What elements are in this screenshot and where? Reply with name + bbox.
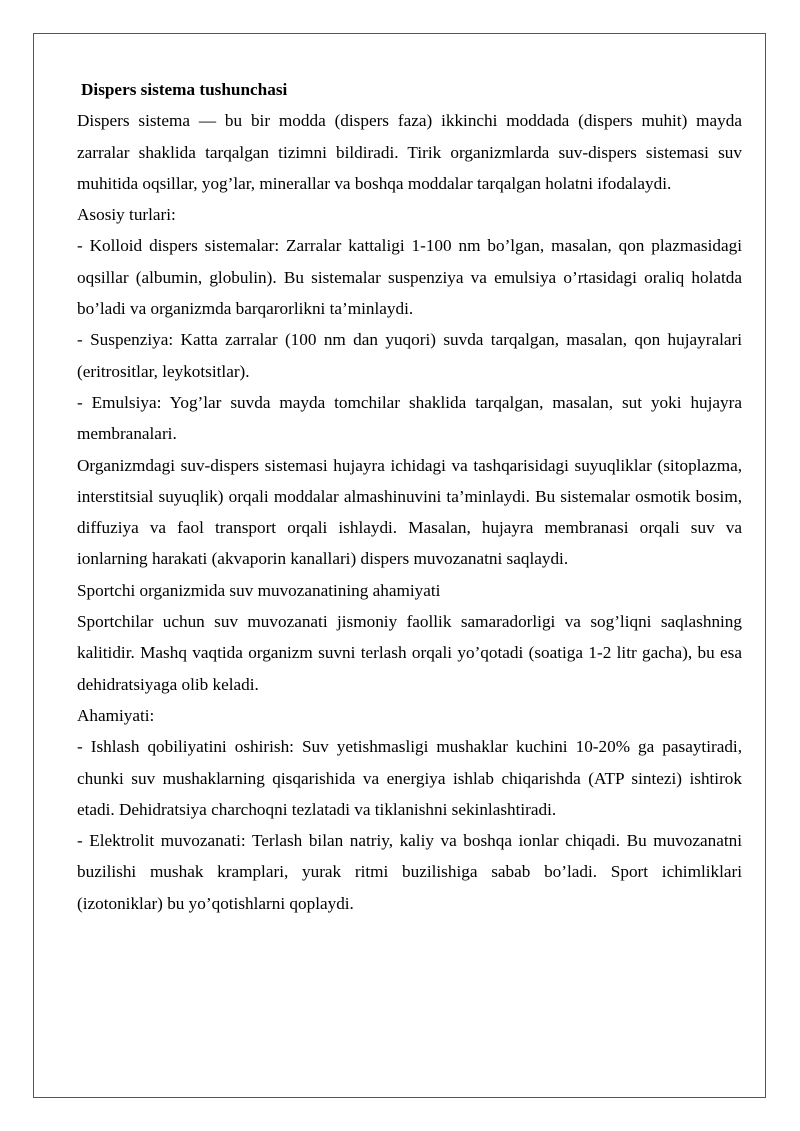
subsection-heading: Sportchi organizmida suv muvozanatining ahamiyati <box>77 580 441 600</box>
paragraph-importance-label: Ahamiyati: <box>77 705 155 725</box>
section-heading: Dispers sistema tushunchasi <box>81 80 288 99</box>
list-item-colloid: - Kolloid dispers sistemalar: Zarralar kattaligi 1-100 nm bo’lgan, masalan, qon plazmasidagi oqsillar (albumin, globulin). Bu sistemalar suspenziya va emulsiya o’rtasidagi oraliq holatda bo’ladi va organizmda barqarorlikni ta’minlaydi. <box>77 236 742 319</box>
paragraph-athletes: Sportchilar uchun suv muvozanati jismoniy faollik samaradorligi va sog’liqni saqlashning kalitidir. Mashq vaqtida organizm suvni terlash orqali yo’qotadi (soatiga 1-2 litr gacha), bu esa dehidratsiyaga olib keladi. <box>77 612 742 694</box>
document-body <box>77 74 742 919</box>
paragraph-definition: Dispers sistema — bu bir modda (dispers faza) ikkinchi moddada (dispers muhit) mayda zarralar shaklida tarqalgan tizimni bildiradi. Tirik organizmlarda suv-dispers sistemasi suv muhitida oqsillar, yog’lar, minerallar va boshqa moddalar tarqalgan holatni ifodalaydi. <box>77 111 742 193</box>
list-item-electrolyte: - Elektrolit muvozanati: Terlash bilan natriy, kaliy va boshqa ionlar chiqadi. Bu muvozanatni buzilishi mushak kramplari, yurak ritmi buzilishiga sabab bo’ladi. Sport ichimliklari (izotoniklar) bu yo’qotishlarni qoplaydi. <box>77 831 742 913</box>
list-item-suspension: - Suspenziya: Katta zarralar (100 nm dan yuqori) suvda tarqalgan, masalan, qon hujayralari (eritrositlar, leykotsitlar). <box>77 330 742 381</box>
paragraph-types-label: Asosiy turlari: <box>77 205 176 225</box>
list-item-performance: - Ishlash qobiliyatini oshirish: Suv yetishmasligi mushaklar kuchini 10-20% ga pasaytiradi, chunki suv mushaklarning qisqarishida va energiya ishlab chiqarishda (ATP sintezi) ishtirok etadi. Dehidratsiya charchoqni tezlatadi va tiklanishni sekinlashtiradi. <box>77 737 742 819</box>
paragraph-organism-system: Organizmdagi suv-dispers sistemasi hujayra ichidagi va tashqarisidagi suyuqliklar (sitoplazma, interstitsial suyuqlik) orqali moddalar almashinuvini ta’minlaydi. Bu sistemalar osmotik bosim, diffuziya va faol transport orqali ishlaydi. Masalan, hujayra membranasi orqali suv va ionlarning harakati (akvaporin kanallari) dispers muvozanatni saqlaydi. <box>77 455 742 569</box>
list-item-emulsion: - Emulsiya: Yog’lar suvda mayda tomchilar shaklida tarqalgan, masalan, sut yoki hujayra membranalari. <box>77 392 742 444</box>
